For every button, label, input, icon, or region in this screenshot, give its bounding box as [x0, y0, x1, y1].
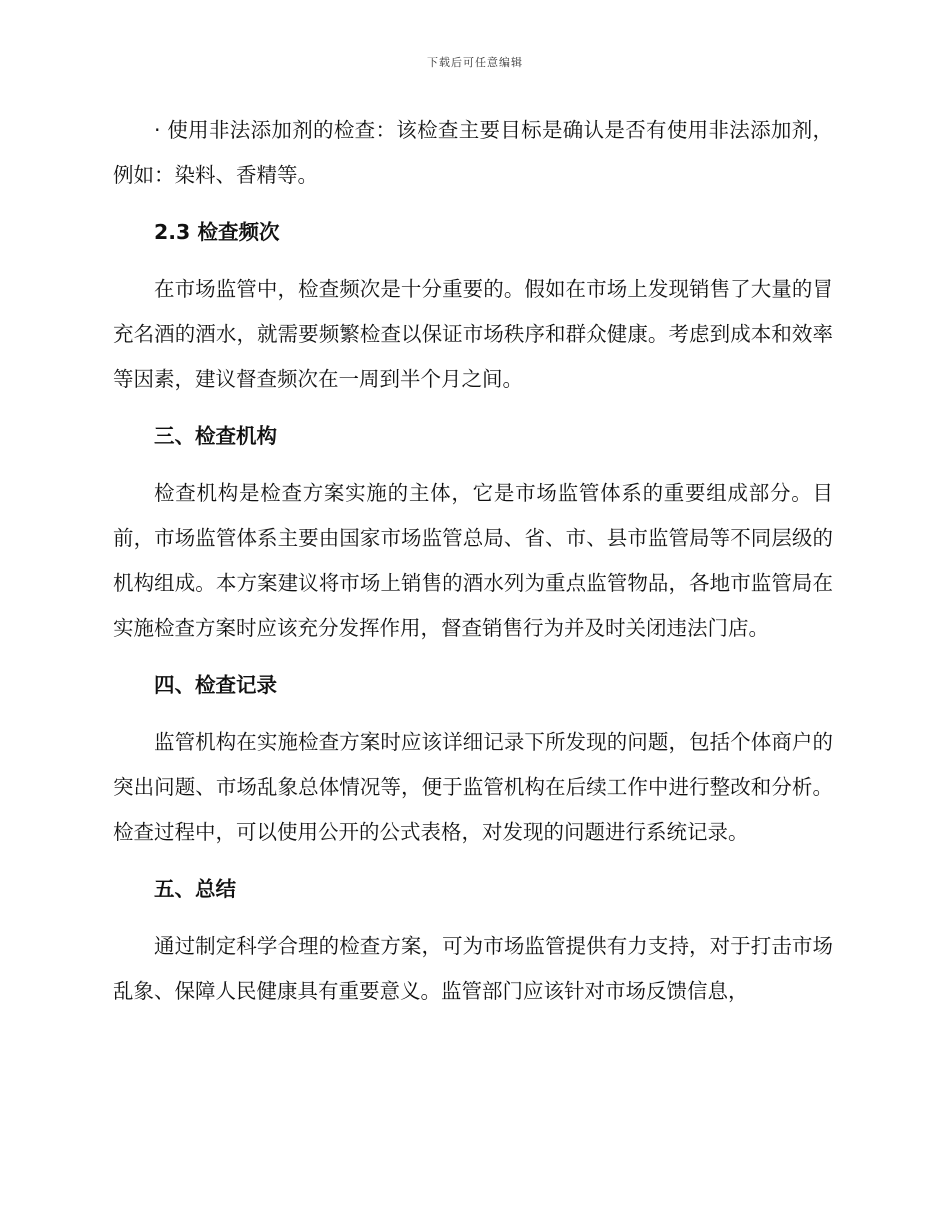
paragraph-inspection-agency: 检查机构是检查方案实施的主体，它是市场监管体系的重要组成部分。目前，市场监管体系主要由国家市场监管总局、省、市、县市监管局等不同层级的机构组成。本方案建议将市场上销售的酒水列为重点监管物品，各地市监管局在实施检查方案时应该充分发挥作用，督查销售行为并及时关闭违法门店。	[113, 481, 833, 640]
paragraph-inspection-records: 监管机构在实施检查方案时应该详细记录下所发现的问题，包括个体商户的突出问题、市场乱象总体情况等，便于监管机构在后续工作中进行整改和分析。检查过程中，可以使用公开的公式表格，对发现的问题进行系统记录。	[113, 730, 833, 844]
heading-inspection-agency: 三、检查机构	[154, 424, 277, 448]
paragraph-summary: 通过制定科学合理的检查方案，可为市场监管提供有力支持，对于打击市场乱象、保障人民健康具有重要意义。监管部门应该针对市场反馈信息，	[113, 934, 833, 1003]
page-header-note: 下载后可任意编辑	[427, 56, 523, 69]
paragraph-illegal-additives: · 使用非法添加剂的检查：该检查主要目标是确认是否有使用非法添加剂，例如：染料、香精等。	[113, 118, 833, 187]
paragraph-inspection-frequency: 在市场监管中，检查频次是十分重要的。假如在市场上发现销售了大量的冒充名酒的酒水，就需要频繁检查以保证市场秩序和群众健康。考虑到成本和效率等因素，建议督查频次在一周到半个月之间。	[113, 277, 833, 391]
heading-summary: 五、总结	[154, 877, 236, 901]
document-body	[113, 108, 833, 1026]
heading-inspection-records: 四、检查记录	[154, 673, 277, 697]
heading-inspection-frequency: 2.3 检查频次	[154, 220, 280, 244]
